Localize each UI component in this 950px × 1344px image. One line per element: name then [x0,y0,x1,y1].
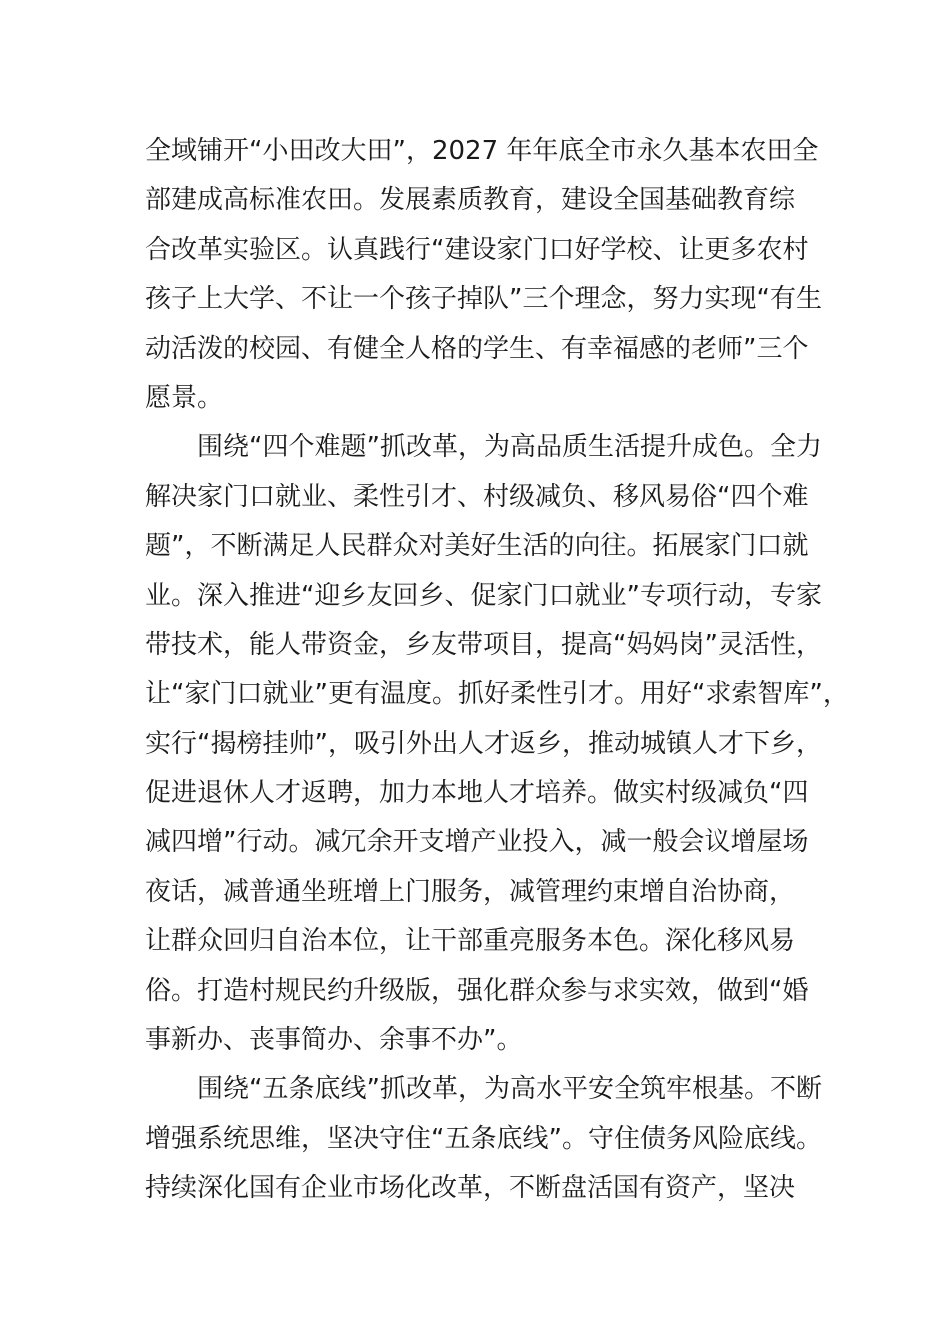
text-line: 让“家门口就业”更有温度。抓好柔性引才。用好“求索智库”， [145,679,849,710]
text-line: 实行“揭榜挂帅”，吸引外出人才返乡，推动城镇人才下乡， [145,728,822,759]
body-text [145,127,849,1214]
paragraph-1 [145,127,822,423]
text-line: 解决家门口就业、柔性引才、村级减负、移风易俗“四个难 [145,481,809,512]
paragraph-2 [145,423,849,1065]
paragraph-3 [145,1065,822,1213]
text-line: 业。深入推进“迎乡友回乡、促家门口就业”专项行动，专家 [145,580,822,611]
text-line: 增强系统思维，坚决守住“五条底线”。守住债务风险底线。 [145,1123,822,1154]
text-line: 愿景。 [145,382,224,413]
text-line: 围绕“五条底线”抓改革，为高水平安全筑牢根基。不断 [197,1074,822,1105]
text-line: 合改革实验区。认真践行“建设家门口好学校、让更多农村 [145,234,809,265]
text-line: 持续深化国有企业市场化改革，不断盘活国有资产，坚决 [145,1173,796,1204]
text-line: 孩子上大学、不让一个孩子掉队”三个理念，努力实现“有生 [145,284,822,315]
text-line: 夜话，减普通坐班增上门服务，减管理约束增自治协商， [145,876,796,907]
text-line: 围绕“四个难题”抓改革，为高品质生活提升成色。全力 [197,432,822,463]
text-line: 事新办、丧事简办、余事不办”。 [145,1025,523,1056]
text-line: 部建成高标准农田。发展素质教育，建设全国基础教育综 [145,185,796,216]
text-line: 让群众回归自治本位，让干部重亮服务本色。深化移风易 [145,926,796,957]
text-line: 俗。打造村规民约升级版，强化群众参与求实效，做到“婚 [145,975,809,1006]
text-line: 带技术，能人带资金，乡友带项目，提高“妈妈岗”灵活性， [145,629,822,660]
text-line: 减四增”行动。减冗余开支增产业投入，减一般会议增屋场 [145,827,809,858]
text-line: 全域铺开“小田改大田”，2027 年年底全市永久基本农田全 [145,136,819,166]
text-line: 题”，不断满足人民群众对美好生活的向往。拓展家门口就 [145,531,809,562]
text-line: 动活泼的校园、有健全人格的学生、有幸福感的老师”三个 [145,333,809,364]
text-line: 促进退休人才返聘，加力本地人才培养。做实村级减负“四 [145,778,809,809]
